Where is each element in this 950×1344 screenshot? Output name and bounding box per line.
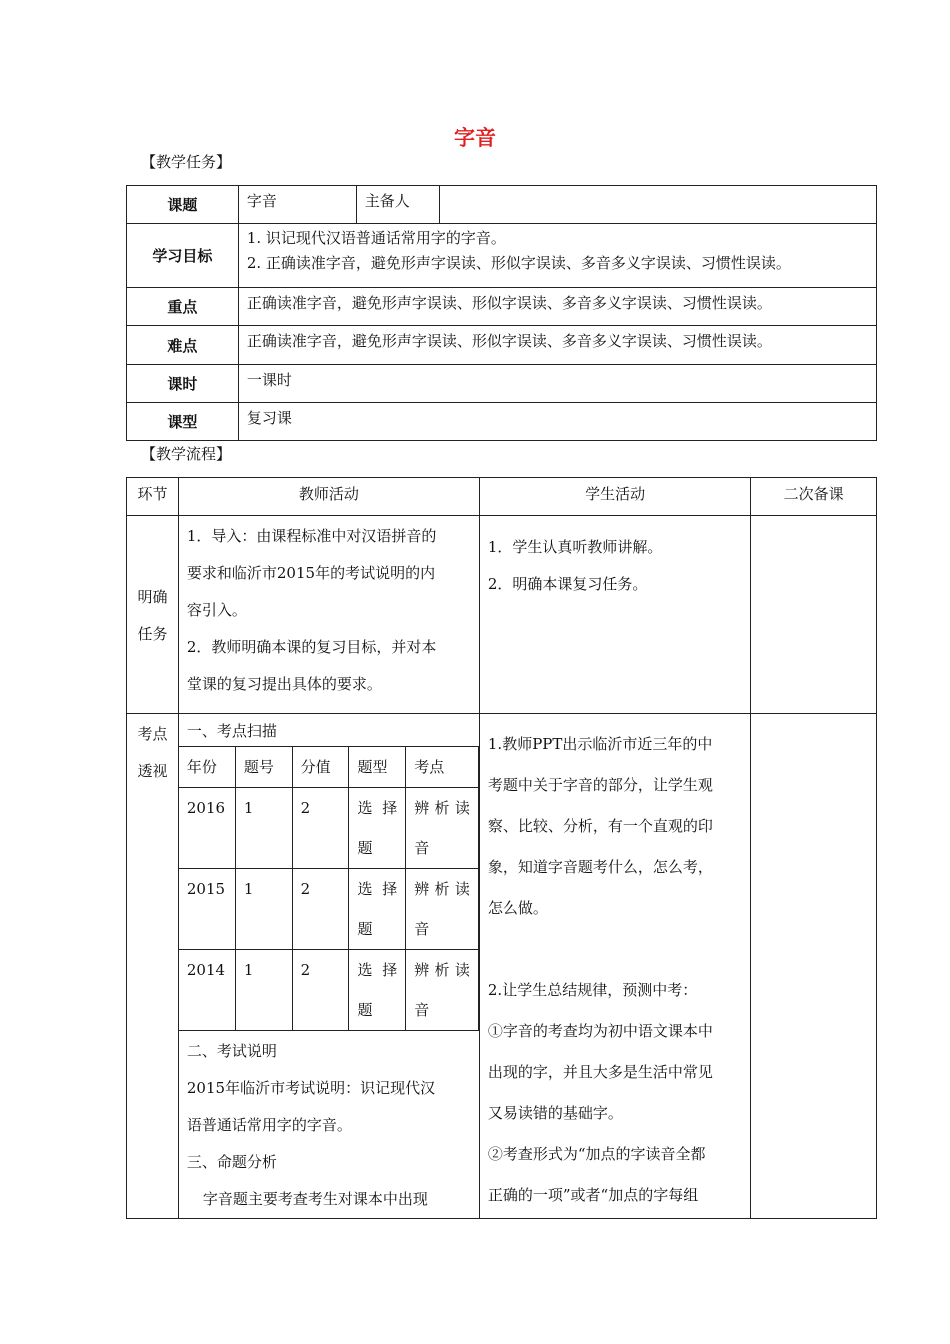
lesson-info-table — [126, 185, 877, 441]
explain-title: 二、考试说明 — [186, 1042, 277, 1060]
stage-clarify-task: 明确 任务 — [127, 516, 179, 714]
section-heading-tasks: 【教学任务】 — [141, 153, 232, 171]
student-activity-exam: 1.教师PPT出示临沂市近三年的中 考题中关于字音的部分，让学生观 察、比较、分析，有一个直观的印 象，知道字音题考什么，怎么考， 怎么做。 2.让学生总结规律，预测中考： ①字音的考查均为初中语文课本中 出现的字，并且大多是生活中常见 又易读错的基础字。 ②考查形式为“加点的字读音全都 正确的一项”或者“加点的字每组 — [479, 714, 750, 1219]
exam-header-year: 年份 — [178, 747, 235, 788]
scan-title: 一、考点扫描 — [186, 722, 277, 740]
exam-header-number: 题号 — [235, 747, 292, 788]
topic-value: 字音 — [238, 186, 356, 224]
header-stage: 环节 — [127, 478, 179, 516]
header-second-prep: 二次备课 — [751, 478, 877, 516]
goal-value — [238, 224, 876, 288]
teacher-activity-exam — [178, 714, 479, 1219]
header-student-activity: 学生活动 — [479, 478, 750, 516]
exam-scan-table — [178, 746, 479, 1031]
period-value: 一课时 — [238, 365, 876, 403]
teaching-flow-table — [126, 477, 877, 1219]
header-teacher-activity: 教师活动 — [178, 478, 479, 516]
key-point-value: 正确读准字音，避免形声字误读、形似字误读、多音多义字误读、习惯性误读。 — [238, 288, 876, 326]
exam-header-score: 分值 — [292, 747, 349, 788]
teacher-activity-clarify: 1．导入：由课程标准中对汉语拼音的 要求和临沂市2015年的考试说明的内 容引入。 2．教师明确本课的复习目标，并对本 堂课的复习提出具体的要求。 — [178, 516, 479, 714]
student-activity-clarify: 1．学生认真听教师讲解。 2．明确本课复习任务。 — [479, 516, 750, 714]
lesson-type-value: 复习课 — [238, 403, 876, 441]
second-prep-clarify — [751, 516, 877, 714]
exam-explanation: 二、考试说明 2015年临沂市考试说明：识记现代汉 语普通话常用字的字音。 三、命题分析 字音题主要考查考生对课本中出现 — [179, 1031, 479, 1218]
goal-line: 2. 正确读准字音，避免形声字误读、形似字误读、多音多义字误读、习惯性误读。 — [246, 254, 791, 272]
author-label: 主备人 — [356, 186, 439, 224]
difficult-point-label: 难点 — [127, 326, 239, 365]
analysis-title: 三、命题分析 — [186, 1153, 277, 1171]
goal-line: 1. 识记现代汉语普通话常用字的字音。 — [246, 229, 506, 247]
exam-row: 2015 1 2 选择 题 辨析读 音 — [178, 869, 478, 950]
exam-header-type: 题型 — [349, 747, 406, 788]
exam-row: 2016 1 2 选择 题 辨析读 音 — [178, 788, 478, 869]
stage-exam-focus: 考点 透视 — [127, 714, 179, 1219]
page-title: 字音 — [454, 126, 496, 150]
period-label: 课时 — [127, 365, 239, 403]
second-prep-exam — [751, 714, 877, 1219]
author-value — [439, 186, 876, 224]
lesson-type-label: 课型 — [127, 403, 239, 441]
topic-label: 课题 — [127, 186, 239, 224]
key-point-label: 重点 — [127, 288, 239, 326]
difficult-point-value: 正确读准字音，避免形声字误读、形似字误读、多音多义字误读、习惯性误读。 — [238, 326, 876, 365]
section-heading-flow: 【教学流程】 — [141, 445, 232, 463]
exam-header-point: 考点 — [406, 747, 479, 788]
goal-label: 学习目标 — [127, 224, 239, 288]
exam-row: 2014 1 2 选择 题 辨析读 音 — [178, 950, 478, 1031]
